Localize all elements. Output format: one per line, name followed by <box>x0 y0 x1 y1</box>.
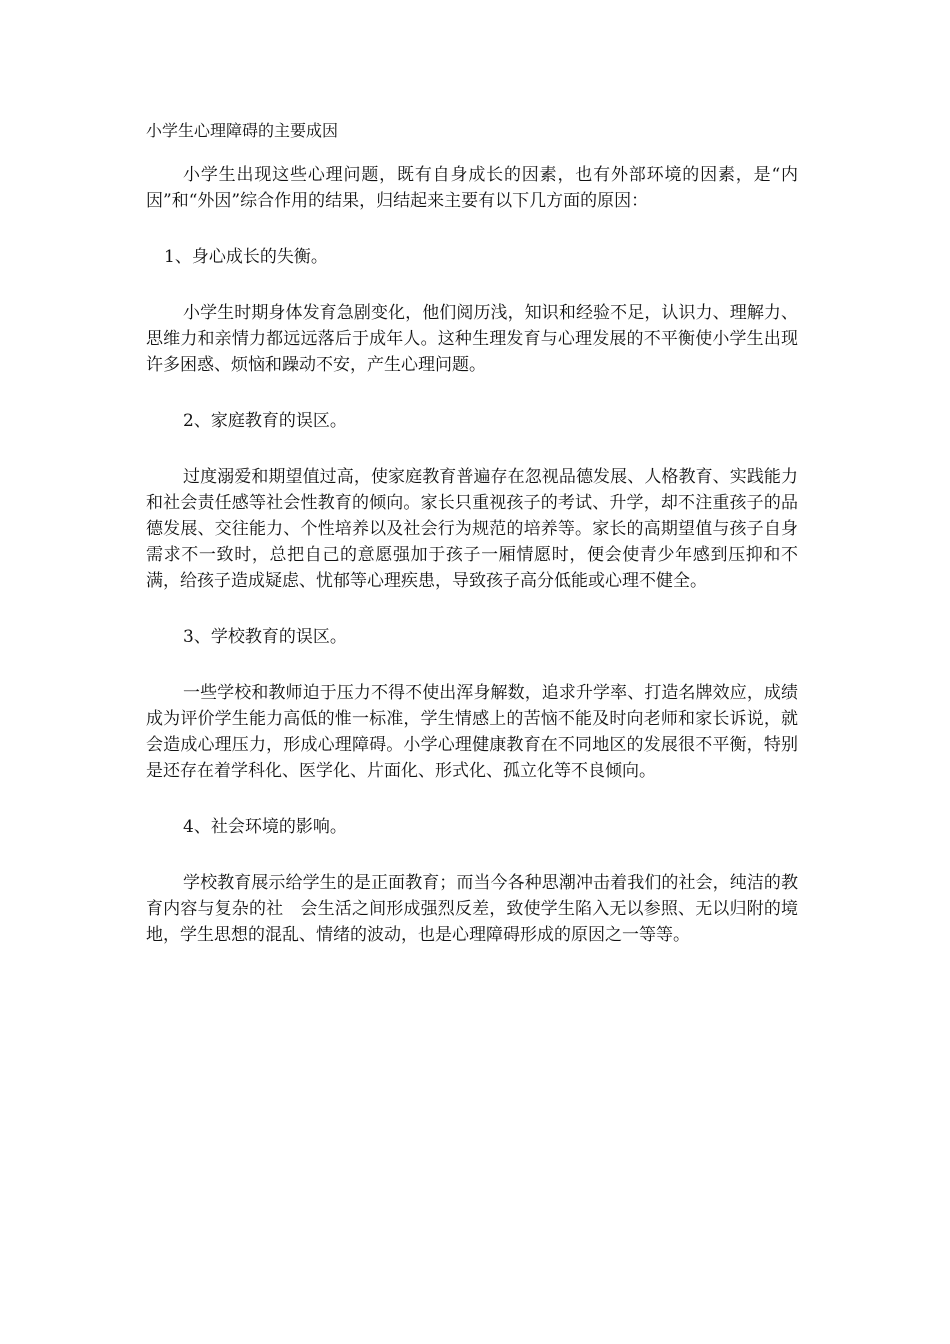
section-heading-4: 4、社会环境的影响。 <box>183 817 347 837</box>
section-heading-3: 3、学校教育的误区。 <box>183 627 347 647</box>
document-content <box>146 118 798 978</box>
section-heading-1: 1、身心成长的失衡。 <box>164 247 328 267</box>
intro-paragraph: 小学生出现这些心理问题，既有自身成长的因素，也有外部环境的因素，是“内因”和“外因”综合作用的结果，归结起来主要有以下几方面的原因： <box>146 165 798 211</box>
section-body-2: 过度溺爱和期望值过高，使家庭教育普遍存在忽视品德发展、人格教育、实践能力和社会责任感等社会性教育的倾向。家长只重视孩子的考试、升学，却不注重孩子的品德发展、交往能力、个性培养以及社会行为规范的培养等。家长的高期望值与孩子自身需求不一致时，总把自己的意愿强加于孩子一厢情愿时，便会使青少年感到压抑和不满，给孩子造成疑虑、忧郁等心理疾患，导致孩子高分低能或心理不健全。 <box>146 467 798 591</box>
section-heading-2: 2、家庭教育的误区。 <box>183 411 347 431</box>
section-body-3: 一些学校和教师迫于压力不得不使出浑身解数，追求升学率、打造名牌效应，成绩成为评价学生能力高低的惟一标准，学生情感上的苦恼不能及时向老师和家长诉说，就会造成心理压力，形成心理障碍。小学心理健康教育在不同地区的发展很不平衡，特别是还存在着学科化、医学化、片面化、形式化、孤立化等不良倾向。 <box>146 683 798 781</box>
document-title: 小学生心理障碍的主要成因 <box>146 121 339 140</box>
section-body-4: 学校教育展示给学生的是正面教育；而当今各种思潮冲击着我们的社会，纯洁的教育内容与复杂的社 会生活之间形成强烈反差，致使学生陷入无以参照、无以归附的境地，学生思想的混乱、情绪的波动，也是心理障碍形成的原因之一等等。 <box>146 873 798 945</box>
section-body-1: 小学生时期身体发育急剧变化，他们阅历浅，知识和经验不足，认识力、理解力、思维力和亲情力都远远落后于成年人。这种生理发育与心理发展的不平衡使小学生出现许多困惑、烦恼和躁动不安，产生心理问题。 <box>146 303 798 375</box>
